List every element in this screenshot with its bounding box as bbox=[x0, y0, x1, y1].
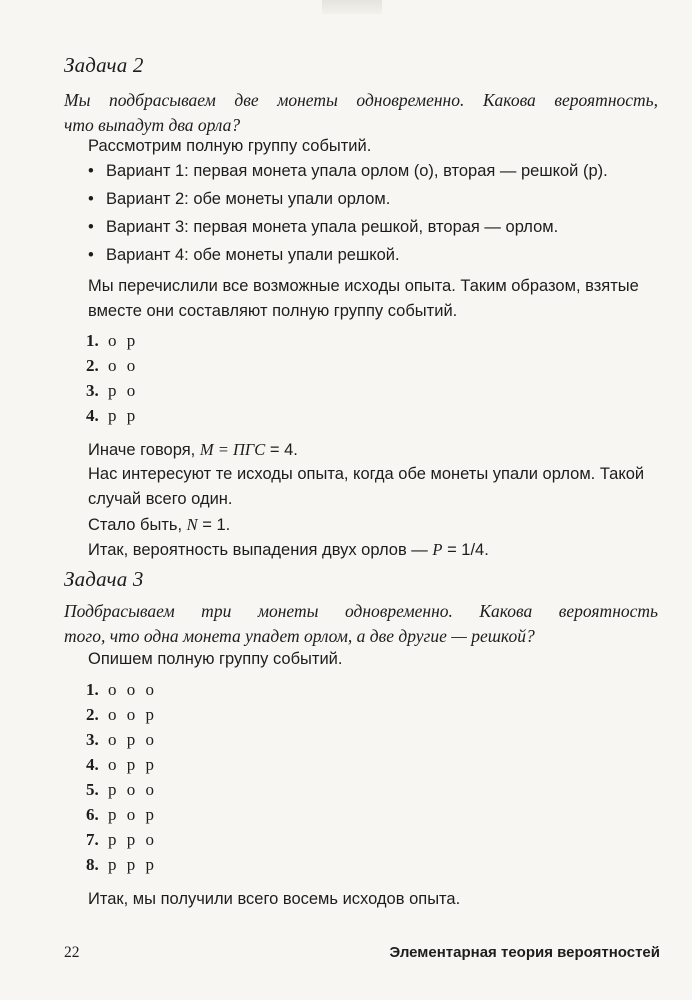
task3-question-line2: того, что одна монета упадет орлом, а две другие — решкой? bbox=[64, 626, 535, 646]
task2-interest-line2: случай всего один. bbox=[88, 490, 233, 508]
task2-summary-line1: Мы перечислили все возможные исходы опыта. Таким образом, взятые bbox=[88, 277, 639, 295]
task2-question-line2: что выпадут два орла? bbox=[64, 115, 241, 135]
task2-m-line bbox=[88, 437, 298, 463]
task3-intro: Опишем полную группу событий. bbox=[88, 650, 343, 668]
outcome-number: 1. bbox=[86, 680, 99, 699]
task2-outcome bbox=[86, 353, 138, 378]
outcome-value: о о о bbox=[108, 680, 157, 699]
task2-bullet-text: Вариант 2: обе монеты упали орлом. bbox=[106, 190, 391, 208]
task3-outcome bbox=[86, 827, 157, 852]
task3-question bbox=[64, 599, 658, 649]
task2-outcome bbox=[86, 378, 138, 403]
bullet-dot: • bbox=[88, 218, 94, 236]
task2-bullet-text: Вариант 3: первая монета упала решкой, вторая — орлом. bbox=[106, 218, 559, 236]
task2-bullet bbox=[88, 187, 390, 212]
outcome-value: о о bbox=[108, 356, 139, 375]
outcome-number: 4. bbox=[86, 755, 99, 774]
outcome-number: 2. bbox=[86, 705, 99, 724]
outcome-value: р р р bbox=[108, 855, 157, 874]
task2-question-line1: Мы подбрасываем две монеты одновременно. Какова вероятность, bbox=[64, 90, 658, 110]
task2-bullet-text: Вариант 1: первая монета упала орлом (о), вторая — решкой (р). bbox=[106, 162, 608, 180]
bullet-dot: • bbox=[88, 246, 94, 264]
task2-n-line bbox=[88, 512, 230, 538]
outcome-number: 3. bbox=[86, 381, 99, 400]
task3-outcome bbox=[86, 702, 157, 727]
outcome-number: 6. bbox=[86, 805, 99, 824]
outcome-value: о о р bbox=[108, 705, 157, 724]
task2-bullet-text: Вариант 4: обе монеты упали решкой. bbox=[106, 246, 400, 264]
task2-bullet bbox=[88, 159, 608, 184]
bullet-dot: • bbox=[88, 190, 94, 208]
task3-outcome bbox=[86, 727, 157, 752]
task3-outcome bbox=[86, 752, 157, 777]
task2-bullet bbox=[88, 243, 400, 268]
m-suffix: = 4. bbox=[265, 441, 298, 459]
task2-intro: Рассмотрим полную группу событий. bbox=[88, 137, 372, 155]
task3-heading: Задача 3 bbox=[64, 567, 144, 591]
outcome-number: 4. bbox=[86, 406, 99, 425]
outcome-number: 5. bbox=[86, 780, 99, 799]
m-formula: M = ПГС bbox=[199, 440, 266, 459]
p-suffix: = 1/4. bbox=[442, 541, 489, 559]
outcome-number: 1. bbox=[86, 331, 99, 350]
bullet-dot: • bbox=[88, 162, 94, 180]
task2-question bbox=[64, 88, 658, 138]
n-prefix: Стало быть, bbox=[88, 516, 187, 534]
outcome-number: 8. bbox=[86, 855, 99, 874]
outcome-value: р р bbox=[108, 406, 139, 425]
n-var: N bbox=[186, 515, 198, 534]
p-prefix: Итак, вероятность выпадения двух орлов — bbox=[88, 541, 433, 559]
page-number: 22 bbox=[64, 944, 80, 961]
outcome-value: о р bbox=[108, 331, 139, 350]
task2-summary-line2: вместе они составляют полную группу событий. bbox=[88, 302, 458, 320]
outcome-value: р о р bbox=[108, 805, 157, 824]
task3-outcome bbox=[86, 777, 157, 802]
running-title: Элементарная теория вероятностей bbox=[389, 944, 660, 961]
outcome-value: о р р bbox=[108, 755, 157, 774]
p-var: P bbox=[432, 540, 443, 559]
scan-artifact bbox=[322, 0, 382, 14]
task3-conclusion: Итак, мы получили всего восемь исходов опыта. bbox=[88, 890, 461, 908]
task2-heading: Задача 2 bbox=[64, 53, 144, 77]
outcome-value: р о bbox=[108, 381, 139, 400]
task3-outcome bbox=[86, 677, 157, 702]
task3-outcome bbox=[86, 802, 157, 827]
outcome-number: 7. bbox=[86, 830, 99, 849]
outcome-value: о р о bbox=[108, 730, 157, 749]
m-prefix: Иначе говоря, bbox=[88, 441, 200, 459]
task3-outcome bbox=[86, 852, 157, 877]
outcome-value: р о о bbox=[108, 780, 157, 799]
task2-interest-line1: Нас интересуют те исходы опыта, когда обе монеты упали орлом. Такой bbox=[88, 465, 645, 483]
outcome-number: 3. bbox=[86, 730, 99, 749]
task2-outcome bbox=[86, 403, 138, 428]
outcome-value: р р о bbox=[108, 830, 157, 849]
n-suffix: = 1. bbox=[197, 516, 231, 534]
task3-question-line1: Подбрасываем три монеты одновременно. Какова вероятность bbox=[64, 601, 658, 621]
task2-p-line bbox=[88, 537, 489, 563]
outcome-number: 2. bbox=[86, 356, 99, 375]
task2-outcome bbox=[86, 328, 138, 353]
task2-bullet bbox=[88, 215, 558, 240]
